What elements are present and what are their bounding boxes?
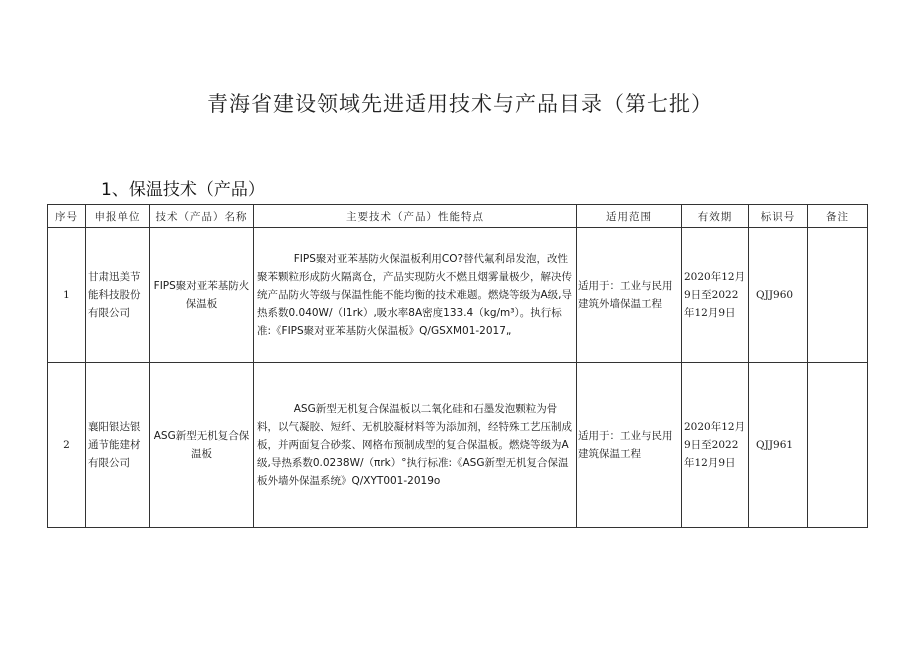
header-seq: 序号 [48, 205, 86, 228]
table-row [48, 228, 868, 363]
header-scope: 适用范围 [577, 205, 682, 228]
row-number: 2 [48, 363, 86, 528]
row-number: 1 [48, 228, 86, 363]
product-name: ASG新型无机复合保温板 [150, 363, 254, 528]
application-scope: 适用于：工业与民用建筑保温工程 [577, 363, 682, 528]
header-validity: 有效期 [682, 205, 749, 228]
applicant-unit: 甘肃迅美节能科技股份有限公司 [86, 228, 150, 363]
page-title: 青海省建设领域先进适用技术与产品目录（第七批） [207, 92, 713, 116]
header-unit: 申报单位 [86, 205, 150, 228]
remark [808, 363, 868, 528]
header-remark: 备注 [808, 205, 868, 228]
header-id: 标识号 [749, 205, 808, 228]
applicant-unit: 襄阳银达银通节能建材有限公司 [86, 363, 150, 528]
identification-number: QJJ961 [749, 363, 808, 528]
remark [808, 228, 868, 363]
identification-number: QJJ960 [749, 228, 808, 363]
header-name: 技术（产品）名称 [150, 205, 254, 228]
table-header-row [48, 205, 868, 228]
application-scope: 适用于：工业与民用建筑外墙保温工程 [577, 228, 682, 363]
performance-features [254, 228, 577, 363]
performance-features [254, 363, 577, 528]
features-text: ASG新型无机复合保温板以二氧化硅和石墨发泡颗粒为骨料，以气凝胶、短纤、无机胶凝材料等为添加剂，经特殊工艺压制成板，并两面复合砂浆、网格布预制成型的复合保温板。燃烧等级为A级,导热系数0.0238W/（πrk）°执行标准:《ASG新型无机复合保温板外墙外保温系统》Q/XYT001-2019o [257, 403, 572, 487]
validity-period: 2020年12月9日至2022年12月9日 [682, 228, 749, 363]
section-title: 1、保温技术（产品） [101, 180, 265, 200]
product-name: FIPS聚对亚苯基防火保温板 [150, 228, 254, 363]
validity-period: 2020年12月9日至2022年12月9日 [682, 363, 749, 528]
features-text: FIPS聚对亚苯基防火保温板利用CO?替代氟利昂发泡，改性聚苯颗粒形成防火隔离仓，产品实现防火不燃且烟雾量极少，解决传统产品防火等级与保温性能不能均衡的技术难题。燃烧等级为A级,导热系数0.040W/（l1rk）,吸水率8A密度133.4（kg/m³）。执行标准:《FIPS聚对亚苯基防火保温板》Q/GSXM01-2017„ [257, 253, 573, 337]
header-features: 主要技术（产品）性能特点 [254, 205, 577, 228]
table-row [48, 363, 868, 528]
catalog-table [47, 204, 868, 528]
